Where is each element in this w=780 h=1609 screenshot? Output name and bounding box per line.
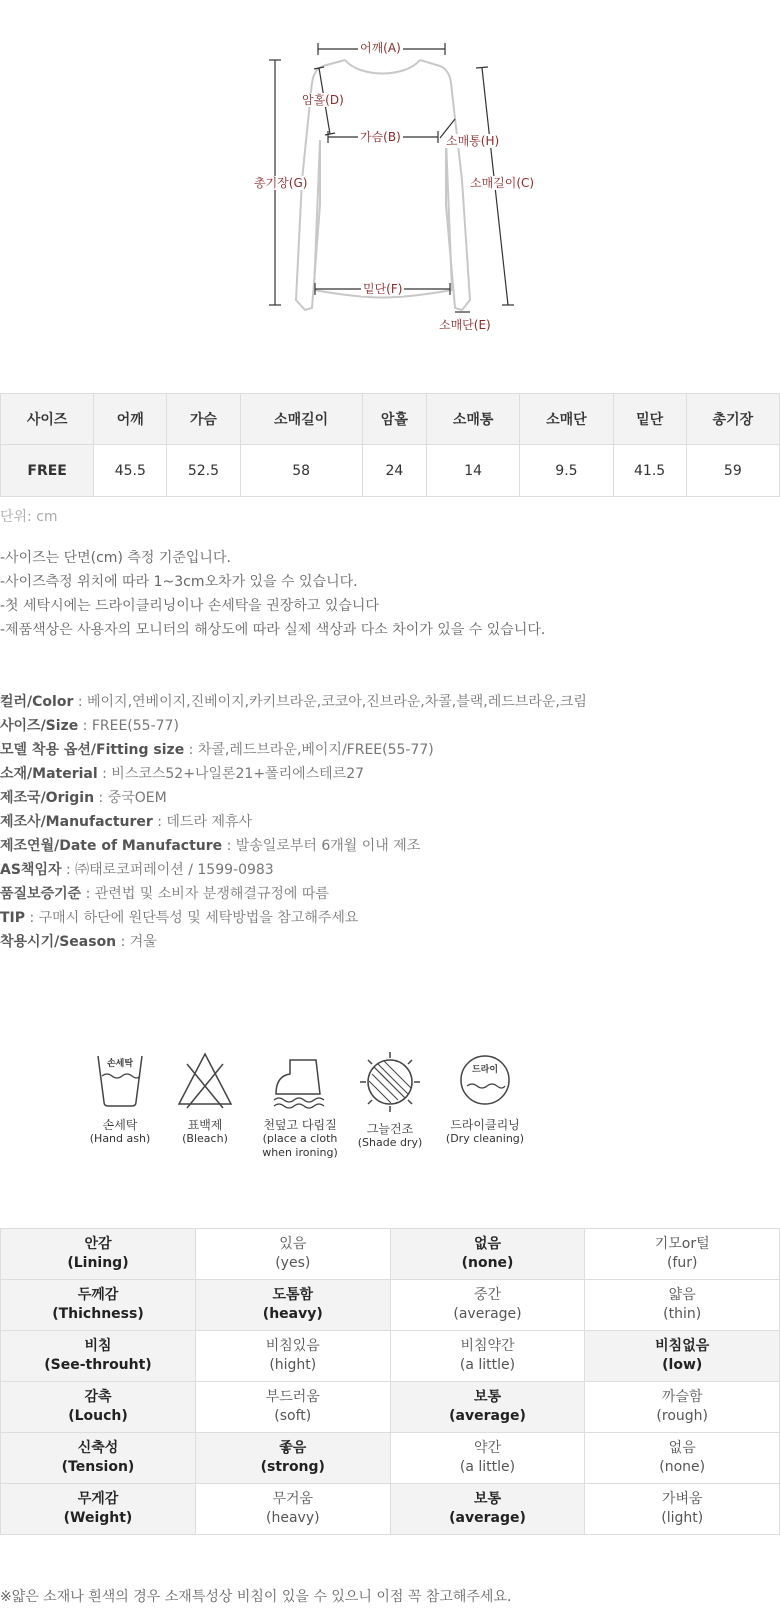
spec-value: : FREE(55-77) <box>78 718 179 734</box>
dry-cleaning-icon-text: 드라이 <box>471 1065 499 1075</box>
fabric-option-label: 없음 <box>668 1440 696 1456</box>
care-bleach <box>155 1050 255 1146</box>
fabric-option <box>195 1229 390 1280</box>
fabric-option-en: (average) <box>449 1510 526 1526</box>
fabric-option-label: 중간 <box>473 1287 502 1303</box>
size-cell: 9.5 <box>520 445 613 497</box>
care-sub: (place a cloth <box>262 1132 338 1145</box>
fabric-option-label: 도톰함 <box>272 1287 314 1303</box>
fabric-option-selected <box>195 1433 390 1484</box>
spec-value: : 차콜,레드브라운,베이지/FREE(55-77) <box>184 742 434 758</box>
size-cell: 59 <box>686 445 779 497</box>
fabric-attribute-cell <box>1 1484 196 1535</box>
sleeve-length-label: 소매길이(C) <box>470 176 535 190</box>
care-ironing <box>250 1050 350 1160</box>
care-dry-clean <box>435 1050 535 1146</box>
sleeve-hem-label: 소매단(E) <box>439 318 491 332</box>
note-line: -첫 세탁시에는 드라이클리닝이나 손세탁을 권장하고 있습니다 <box>0 598 379 614</box>
spec-label: 제조국/Origin <box>0 790 95 806</box>
fabric-option <box>195 1382 390 1433</box>
spec-manufacturer <box>0 810 587 834</box>
shade-dry-icon <box>358 1050 422 1114</box>
total-length-label: 총기장(G) <box>254 176 308 190</box>
spec-material <box>0 762 587 786</box>
spec-quality <box>0 882 587 906</box>
fabric-option <box>195 1331 390 1382</box>
fabric-option-label: 보통 <box>473 1491 502 1507</box>
fabric-option <box>195 1484 390 1535</box>
care-label: 표백제 <box>187 1118 223 1132</box>
fabric-option-en: (thin) <box>663 1306 702 1322</box>
fabric-row <box>1 1280 780 1331</box>
spec-fitting <box>0 738 587 762</box>
fabric-option-en: (soft) <box>274 1408 312 1424</box>
fabric-attribute-cell <box>1 1229 196 1280</box>
fabric-option <box>390 1331 585 1382</box>
fabric-row <box>1 1229 780 1280</box>
fabric-option-label: 비침있음 <box>265 1338 320 1354</box>
unit-note: 단위: cm <box>0 509 58 525</box>
spec-manufacture-date <box>0 834 587 858</box>
fabric-attribute-en: (Tension) <box>61 1459 135 1475</box>
fabric-option-label: 부드러움 <box>265 1389 320 1405</box>
fabric-option-en: (none) <box>659 1459 706 1475</box>
fabric-option-en: (a little) <box>459 1459 516 1475</box>
spec-size <box>0 714 587 738</box>
size-cell: FREE <box>1 445 94 497</box>
no-bleach-icon <box>175 1050 235 1110</box>
spec-value: : 베이지,연베이지,진베이지,카키브라운,코코아,진브라운,차콜,블랙,레드브라운,크림 <box>73 694 587 710</box>
fabric-attribute-cell <box>1 1433 196 1484</box>
fabric-option-en: (average) <box>453 1306 522 1322</box>
fabric-attribute-name: 감촉 <box>84 1389 112 1405</box>
spec-origin <box>0 786 587 810</box>
size-header-cell: 가슴 <box>167 394 240 445</box>
spec-as-contact <box>0 858 587 882</box>
size-cell: 24 <box>362 445 426 497</box>
size-cell: 41.5 <box>613 445 686 497</box>
garment-outline-illustration <box>0 0 780 380</box>
spec-label: 사이즈/Size <box>0 718 79 734</box>
fabric-option-en: (fur) <box>666 1255 698 1271</box>
iron-with-cloth-icon <box>268 1050 332 1110</box>
fabric-option-label: 까슬함 <box>661 1389 703 1405</box>
fabric-row <box>1 1331 780 1382</box>
fabric-option-en: (average) <box>449 1408 526 1424</box>
spec-value: : 데드라 제휴사 <box>152 814 253 830</box>
spec-value: : 구매시 하단에 원단특성 및 세탁방법을 참고해주세요 <box>25 910 359 926</box>
fabric-attribute-cell <box>1 1382 196 1433</box>
fabric-option-label: 무거움 <box>272 1491 314 1507</box>
fabric-option-label: 기모or털 <box>654 1236 710 1252</box>
fabric-option-en: (low) <box>662 1357 703 1373</box>
fabric-option-label: 좋음 <box>279 1440 307 1456</box>
fabric-option <box>390 1433 585 1484</box>
fabric-option-en: (hight) <box>269 1357 317 1373</box>
chest-label: 가슴(B) <box>360 130 401 144</box>
size-header-cell: 소매길이 <box>240 394 362 445</box>
size-cell: 58 <box>240 445 362 497</box>
fabric-attribute-en: (Weight) <box>63 1510 133 1526</box>
fabric-option-en: (none) <box>461 1255 514 1271</box>
hand-wash-icon-text: 손세탁 <box>106 1059 134 1069</box>
care-label: 천덮고 다림질 <box>263 1118 337 1132</box>
fabric-option-label: 보통 <box>473 1389 502 1405</box>
fabric-option-selected <box>195 1280 390 1331</box>
spec-label: 소재/Material <box>0 766 98 782</box>
fabric-option-en: (a little) <box>459 1357 516 1373</box>
size-header-cell: 소매단 <box>520 394 613 445</box>
size-diagram <box>0 0 780 380</box>
spec-label: 제조연월/Date of Manufacture <box>0 838 223 854</box>
care-sub: (Bleach) <box>182 1132 228 1145</box>
spec-label: TIP <box>0 910 26 926</box>
fabric-option <box>585 1229 780 1280</box>
fabric-option-label: 있음 <box>279 1236 307 1252</box>
care-label: 드라이클리닝 <box>450 1118 520 1132</box>
dry-cleaning-icon <box>455 1050 515 1110</box>
fabric-attribute-cell <box>1 1280 196 1331</box>
fabric-option-label: 비침약간 <box>460 1338 515 1354</box>
fabric-attribute-en: (See-throuht) <box>44 1357 152 1373</box>
spec-value: : 중국OEM <box>94 790 167 806</box>
size-header-cell: 암홀 <box>362 394 426 445</box>
size-header-cell: 어깨 <box>94 394 167 445</box>
fabric-option-selected <box>390 1484 585 1535</box>
fabric-option <box>585 1280 780 1331</box>
spec-season <box>0 930 587 954</box>
care-sub: (Dry cleaning) <box>445 1132 525 1145</box>
fabric-attribute-name: 신축성 <box>77 1440 119 1456</box>
fabric-attribute-name: 비침 <box>84 1338 112 1354</box>
product-specs <box>0 690 587 954</box>
fabric-option <box>585 1382 780 1433</box>
shoulder-label: 어깨(A) <box>360 41 401 55</box>
spec-label: 품질보증기준 <box>0 886 82 902</box>
size-table <box>0 393 780 497</box>
size-header-cell: 사이즈 <box>1 394 94 445</box>
fabric-attribute-name: 안감 <box>84 1236 112 1252</box>
fabric-option-label: 약간 <box>473 1440 502 1456</box>
footer-note: ※얇은 소재나 흰색의 경우 소재특성상 비침이 있을 수 있으니 이점 꼭 참고해주세요. <box>0 1589 512 1605</box>
fabric-row <box>1 1484 780 1535</box>
spec-label: AS책임자 <box>0 862 62 878</box>
spec-label: 제조사/Manufacturer <box>0 814 153 830</box>
spec-value: : 비스코스52+나일론21+폴리에스테르27 <box>97 766 365 782</box>
fabric-attribute-en: (Thichness) <box>52 1306 144 1322</box>
size-table-row <box>1 445 780 497</box>
care-label: 손세탁 <box>102 1118 138 1132</box>
hem-label: 밑단(F) <box>363 282 403 296</box>
size-header-cell: 총기장 <box>686 394 779 445</box>
fabric-attribute-en: (Louch) <box>68 1408 128 1424</box>
size-notes <box>0 546 545 642</box>
fabric-option-label: 없음 <box>473 1236 502 1252</box>
fabric-option-en: (heavy) <box>262 1306 323 1322</box>
fabric-option-en: (heavy) <box>266 1510 320 1526</box>
fabric-row <box>1 1433 780 1484</box>
note-line: -제품색상은 사용자의 모니터의 해상도에 따라 실제 색상과 다소 차이가 있을 수 있습니다. <box>0 622 546 638</box>
spec-value: : 발송일로부터 6개월 이내 제조 <box>222 838 421 854</box>
size-cell: 45.5 <box>94 445 167 497</box>
care-label: 그늘건조 <box>366 1122 414 1136</box>
armhole-label: 암홀(D) <box>302 93 344 107</box>
size-header-cell: 소매통 <box>427 394 520 445</box>
fabric-option-en: (rough) <box>656 1408 708 1424</box>
care-sub: (Hand ash) <box>89 1132 151 1145</box>
fabric-option-label: 가벼움 <box>661 1491 703 1507</box>
care-sub: when ironing) <box>262 1146 338 1159</box>
fabric-characteristics-table <box>0 1228 780 1535</box>
note-line: -사이즈는 단면(cm) 측정 기준입니다. <box>0 550 231 566</box>
fabric-row <box>1 1382 780 1433</box>
care-instructions <box>70 1050 540 1180</box>
size-cell: 14 <box>427 445 520 497</box>
fabric-option-en: (yes) <box>275 1255 311 1271</box>
fabric-option-selected <box>585 1331 780 1382</box>
fabric-attribute-en: (Lining) <box>67 1255 129 1271</box>
spec-tip <box>0 906 587 930</box>
fabric-option-label: 얇음 <box>668 1287 696 1303</box>
sleeve-width-label: 소매통(H) <box>446 134 500 148</box>
fabric-attribute-name: 무게감 <box>77 1491 119 1507</box>
spec-value: : 겨울 <box>116 934 157 950</box>
spec-label: 모델 착용 옵션/Fitting size <box>0 742 185 758</box>
fabric-attribute-cell <box>1 1331 196 1382</box>
fabric-option-label: 비침없음 <box>655 1338 710 1354</box>
fabric-option <box>585 1433 780 1484</box>
fabric-option <box>585 1484 780 1535</box>
size-table-header-row <box>1 394 780 445</box>
spec-label: 착용시기/Season <box>0 934 117 950</box>
fabric-option-en: (strong) <box>260 1459 325 1475</box>
fabric-option-selected <box>390 1382 585 1433</box>
fabric-option <box>390 1280 585 1331</box>
hand-wash-icon <box>90 1050 150 1110</box>
fabric-option-selected <box>390 1229 585 1280</box>
care-sub: (Shade dry) <box>357 1136 423 1149</box>
fabric-attribute-name: 두께감 <box>77 1287 119 1303</box>
note-line: -사이즈측정 위치에 따라 1~3cm오차가 있을 수 있습니다. <box>0 574 358 590</box>
care-shade-dry <box>340 1050 440 1150</box>
size-cell: 52.5 <box>167 445 240 497</box>
spec-value: : ㈜태로코퍼레이션 / 1599-0983 <box>61 862 274 878</box>
spec-value: : 관련법 및 소비자 분쟁해결규정에 따름 <box>81 886 329 902</box>
spec-color <box>0 690 587 714</box>
fabric-option-en: (light) <box>661 1510 704 1526</box>
size-header-cell: 밑단 <box>613 394 686 445</box>
spec-label: 컬러/Color <box>0 694 74 710</box>
